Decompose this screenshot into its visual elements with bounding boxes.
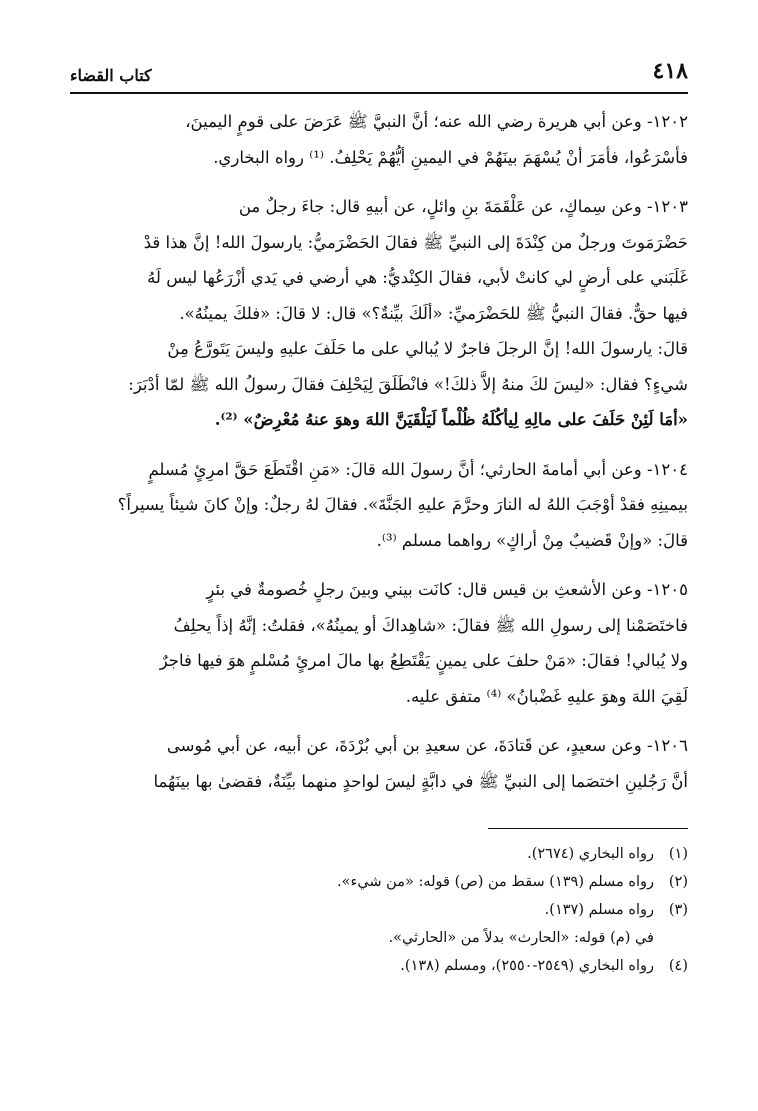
text-line: فاختَصَمْنا إلى رسولِ الله ﷺ فقالَ: «شاهِداكَ أو يمينُهُ»، فقلتُ: إنَّهُ إذاً يحلِفُ [173, 615, 688, 635]
footnote-text: رواه البخاري (٢٦٧٤). [527, 846, 654, 862]
footnote [66, 924, 688, 952]
text-line: شيءٍ؟ فقال: «ليسَ لكَ منهُ إلاَّ ذلكَ!» فانْطَلَقَ لِيَحْلِفَ فقالَ رسولُ الله ﷺ لمّا أدْبَرَ: [128, 374, 688, 394]
text-line: ١٢٠٥- وعن الأشعثِ بن قيس قال: كانَت بيني وبينَ رجلٍ خُصومةٌ في بئرٍ [206, 580, 688, 599]
footnote-number: (٣) [668, 902, 688, 918]
page-header [70, 58, 688, 88]
hadith-1203 [66, 189, 688, 438]
text-line: لَقِيَ اللهَ وهوَ عليهِ غَضْبانُ» ⁽⁴⁾ متفق عليه. [405, 686, 688, 706]
footnote-text: رواه مسلم (١٣٧). [544, 902, 654, 918]
footnote [66, 868, 688, 896]
text-line: حَضْرَمَوتَ ورجلٌ من كِنْدَةَ إلى النبيِّ ﷺ فقالَ الحَضْرَميُّ: يارسولَ الله! إنَّ هذا قدْ [143, 232, 688, 252]
text-line: أنَّ رَجُلينِ اختصَما إلى النبيِّ ﷺ في دابَّةٍ ليسَ لواحدٍ منهما بيِّنَةٌ، فقضىٰ بها بينَهُما [153, 771, 688, 791]
text-line: غَلَبَني على أرضٍ لي كانتْ لأبي، فقالَ الكِنْديُّ: هي أرضي في يَدي أزْرَعُها ليس لَهُ [147, 268, 688, 287]
text-line: فيها حقٌّ. فقالَ النبيُّ ﷺ للحَضْرَميِّ: «ألَكَ بيِّنةٌ؟» قال: لا قالَ: «فلكَ يمينُهُ». [179, 303, 688, 323]
footnote-text: رواه مسلم (١٣٩) سقط من (ص) قوله: «من شيء». [337, 874, 654, 890]
text-line: بيمينِهِ فقدْ أوْجَبَ اللهُ له النارَ وحرَّمَ عليهِ الجَنَّةَ». فقالَ لهُ رجلٌ: وإنْ كانَ شيئاً يسيراً؟ [117, 495, 688, 514]
text-line: ١٢٠٢- وعن أبي هريرة رضي الله عنه؛ أنَّ النبيَّ ﷺ عَرَضَ على قومٍ اليمينَ، [185, 112, 688, 131]
footnote-text: رواه البخاري (٢٥٤٩-٢٥٥٠)، ومسلم (١٣٨). [400, 958, 654, 974]
footnote-rule [488, 828, 688, 829]
main-text [66, 104, 688, 813]
text-line: «أمَا لَئِنْ حَلَفَ على مالِهِ لِيأكُلَهُ ظُلْماً لَيَلْقَيَنَّ اللهَ وهوَ عنهُ مُعْرِضٌ» ⁽²⁾. [214, 410, 688, 429]
text-line: ١٢٠٦- وعن سعيدٍ، عن قَتادَةَ، عن سعيدِ بن أبي بُرْدَةَ، عن أبيه، عن أبي مُوسى [166, 736, 688, 755]
footnote-number: (٢) [668, 874, 688, 890]
hadith-1202 [66, 104, 688, 175]
text-line: ولا يُبالي! فقالَ: «مَنْ حلفَ على يمينٍ يَقْتَطِعُ بها مالَ امرئٍ مُسْلمٍ هوَ فيها فاجرٌ [159, 651, 688, 670]
footnote-text: في (م) قوله: «الحارث» بدلاً من «الحارثي». [388, 930, 654, 946]
footnotes [66, 840, 688, 980]
footnote-number: (٤) [668, 958, 688, 974]
hadith-1205 [66, 572, 688, 714]
footnote [66, 952, 688, 980]
footnote [66, 896, 688, 924]
book-title: كتاب القضاء [70, 66, 152, 85]
footnote-number: (١) [668, 846, 688, 862]
text-line: فأسْرَعُوا، فأمَرَ أنْ يُسْهَمَ بينَهُمْ في اليمينِ أيُّهُمْ يَحْلِفُ. ⁽¹⁾ رواه البخاري. [213, 147, 688, 167]
text-line: ١٢٠٣- وعن سِماكٍ، عن عَلْقَمَةَ بنِ وائلٍ، عن أبيهِ قال: جاءَ رجلٌ من [238, 197, 688, 216]
hadith-1204 [66, 452, 688, 559]
page-number: ٤١٨ [652, 58, 688, 84]
hadith-1206 [66, 728, 688, 799]
text-line: ١٢٠٤- وعن أبي أمامةَ الحارثي؛ أنَّ رسولَ الله قالَ: «مَنِ اقْتَطَعَ حَقَّ امرِئٍ مُسلمٍ [148, 459, 688, 479]
text-line: قالَ: «وإنْ قَضيبٌ مِنْ أراكٍ» رواهما مسلم ⁽³⁾. [376, 530, 688, 550]
header-rule [70, 92, 688, 94]
footnote [66, 840, 688, 868]
text-line: قالَ: يارسولَ الله! إنَّ الرجلَ فاجرٌ لا يُبالي على ما حَلَفَ عليهِ وليسَ يَتَورَّعُ مِنْ [167, 339, 688, 358]
